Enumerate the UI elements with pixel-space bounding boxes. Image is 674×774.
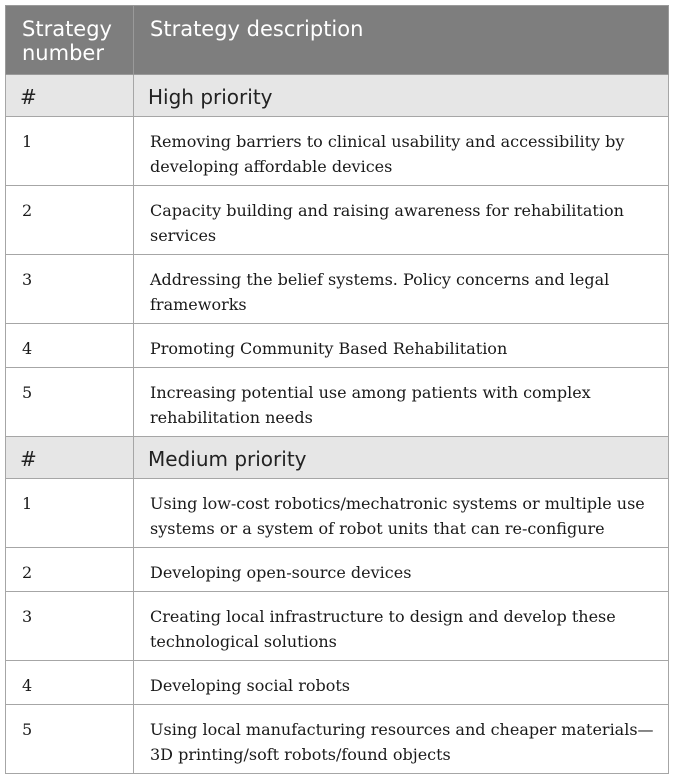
section-title: Medium priority [134,437,669,479]
strategy-description-cell: Increasing potential use among patients with complex rehabilitation needs [134,368,669,437]
table-row [6,705,669,774]
table-row [6,255,669,324]
strategy-number-cell: 4 [6,324,134,368]
table-row [6,661,669,705]
table-row [6,368,669,437]
strategy-description-cell: Capacity building and raising awareness for rehabilitation services [134,186,669,255]
table-row [6,548,669,592]
strategy-number-cell: 5 [6,368,134,437]
strategy-description-cell: Developing social robots [134,661,669,705]
section-marker: # [6,437,134,479]
strategy-description-cell: Using local manufacturing resources and cheaper materials—3D printing/soft robots/found objects [134,705,669,774]
strategy-number-cell: 1 [6,117,134,186]
strategy-description-cell: Developing open-source devices [134,548,669,592]
section-row-medium-priority [6,437,669,479]
strategy-number-cell: 5 [6,705,134,774]
table-row [6,117,669,186]
strategy-description-cell: Creating local infrastructure to design and develop these technological solutions [134,592,669,661]
strategy-number-cell: 2 [6,186,134,255]
section-marker: # [6,75,134,117]
strategy-number-cell: 3 [6,592,134,661]
strategy-table [5,5,669,774]
section-row-high-priority [6,75,669,117]
strategy-number-cell: 1 [6,479,134,548]
strategy-number-cell: 3 [6,255,134,324]
table-row [6,479,669,548]
strategy-number-cell: 4 [6,661,134,705]
strategy-description-cell: Addressing the belief systems. Policy concerns and legal frameworks [134,255,669,324]
section-title: High priority [134,75,669,117]
strategy-number-cell: 2 [6,548,134,592]
strategy-description-cell: Using low-cost robotics/mechatronic systems or multiple use systems or a system of robot units that can re-configure [134,479,669,548]
header-row [6,6,669,75]
table-row [6,186,669,255]
strategy-description-cell: Removing barriers to clinical usability and accessibility by developing affordable devices [134,117,669,186]
table-row [6,592,669,661]
strategy-description-cell: Promoting Community Based Rehabilitation [134,324,669,368]
header-strategy-number: Strategy number [6,6,134,75]
header-strategy-description: Strategy description [134,6,669,75]
table-row [6,324,669,368]
